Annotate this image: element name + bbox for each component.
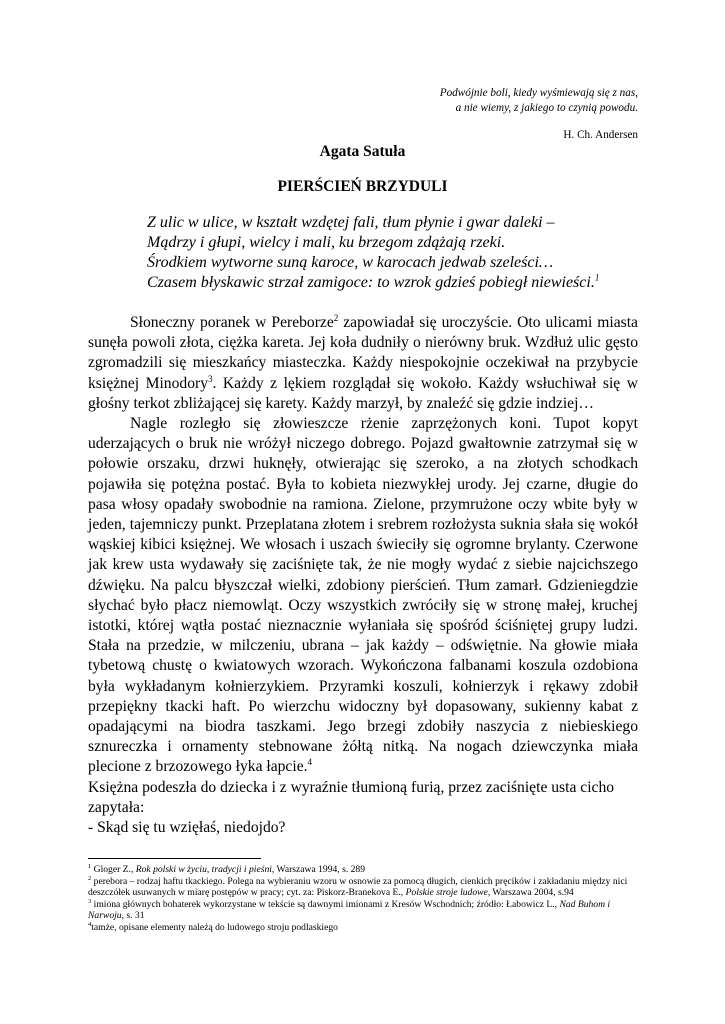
footnote-title: Rok polski w życiu, tradycji i pieśni [135,864,272,875]
author-name: Agata Satuła [319,143,406,160]
footnote-number: 4 [88,920,92,928]
footnote-text: tamże, opisane elementy należą do ludowego stroju podlaskiego [91,921,338,933]
poem-line: Środkiem wytworne suną karoce, w karocach jedwab szeleści… [147,254,554,271]
dialogue-line: - Skąd się tu wzięłaś, niedojdo? [88,819,286,837]
paragraph-text: zapowiadał się uroczyście. Oto ulicami miasta sunęła powoli złota, ciężka kareta. Jej koła dudniły o nierówny bruk. Wzdłuż ulic gęsto zgromadzili się mieszkańcy miasteczka. Każdy niespokojnie oczekiwał na przybycie księżnej Minodory [88,314,638,392]
footnote-number: 3 [88,897,92,905]
footnote-ref: 3 [208,373,213,384]
footnote-title: Polskie stroje ludowe [405,887,488,899]
footnote-text: imiona głównych bohaterek wykorzystane w tekście są dawnymi imionami z Kresów Wschodnich; źródło: Łabowicz L., [91,898,560,910]
footnote-divider [88,858,261,859]
footnote [88,922,633,934]
epigraph-line: Podwójnie boli, kiedy wyśmiewają się z nas, [439,87,638,99]
footnote-text: , s. 31 [121,910,145,922]
paragraph: Księżna podeszła do dziecka i z wyraźnie tłumioną furią, przez zaciśnięte usta cicho zapytała: [88,778,615,816]
footnotes [88,864,633,934]
story-body [88,313,638,838]
footnote-text: , Warszawa 1994, s. 289 [271,864,366,875]
epigraph [440,86,638,115]
footnote-ref: 1 [594,272,600,283]
footnote-number: 2 [88,874,92,882]
footnote-text: perebora – rodzaj haftu tkackiego. Polega na wybieraniu wzoru w osnowie za pomocą długich, cienkich pręcików i zakładaniu między nici deszczółek usuwanych w miarę postępów w pracy; cyt. za: Piskorz-Branekova E., [88,875,628,899]
footnote-number: 1 [88,862,92,870]
paragraph-text: Nagle rozległo się złowieszcze rżenie zaprzężonych koni. Tupot kopyt uderzających o bruk nie wróżył niczego dobrego. Pojazd gwałtownie zatrzymał się w połowie orszaku, drzwi huknęły, otwierając się szeroko, a na złotych schodkach pojawiła się potężna postać. Była to kobieta niezwykłej urody. Jej czarne, długie do pasa włosy opadały swobodnie na ramiona. Zielone, przymrużone oczy wbite były w jeden, tajemniczy punkt. Przeplatana złotem i srebrem rozłożysta suknia słała się wokół wąskiej kibici księżnej. We włosach i uszach świeciły się ogromne brylanty. Czerwone jak krew usta wydawały się zaciśnięte tak, że nie mogły wydać z siebie najcichszego dźwięku. Na palcu błyszczał wielki, zdobiony pierścień. Tłum zamarł. Gdzieniegdzie słychać było płacz niemowląt. Oczy wszystkich zwróciły się w stronę małej, kruchej istotki, której wątła postać nieznacznie wyłaniała się spośród ściśniętej grupy ludzi. Stała na przedzie, w milczeniu, ubrana – jak każdy – odświętnie. Na głowie miała tybetową chustę o kwiatowych wzorach. Wykończona falbanami koszula ozdobiona była wykładanym kołnierzykiem. Przyramki koszuli, kołnierzyk i rękawy zdobił przepiękny tkacki haft. Po wierzchu widoczny był dopasowany, sukienny kabat z opadającymi na biodra taszkami. Jego brzegi zdobiły naszycia z niebieskiego sznureczka i ornamenty stebnowane żółtą nitką. Na nogach dziewczynka miała plecione z brzozowego łyka łapcie. [88,415,638,776]
paragraph [88,414,638,778]
story-title: PIERŚCIEŃ BRZYDULI [277,178,448,195]
footnote-text: Gloger Z., [91,864,136,875]
paragraph-text: Słoneczny poranek w Pereborze [130,314,334,331]
footnote-text: , Warszawa 2004, s.94 [487,887,574,899]
poem-line: Mądrzy i głupi, wielcy i mali, ku brzegom zdążają rzeki. [147,234,506,251]
footnote [88,899,633,922]
epigraph-line: a nie wiemy, z jakiego to czynią powodu. [455,101,638,114]
poem-line-text: Czasem błyskawic strzał zamigoce: to wzrok gdzieś pobiegł niewieści. [147,274,595,291]
paragraph-text: . Każdy z lękiem rozglądał się wokoło. Każdy wsłuchiwał się w głośny terkot zbliżającej się karety. Każdy marzył, by znaleźć się gdzie indziej… [88,374,638,412]
poem-stanza [147,213,647,293]
epigraph-author: H. Ch. Andersen [563,129,638,141]
paragraph [88,313,638,414]
footnote-ref: 2 [333,312,339,323]
poem-line [147,273,647,293]
poem-line: Z ulic w ulice, w kształt wzdętej fali, tłum płynie i gwar daleki – [147,214,555,231]
footnote-ref: 4 [307,757,313,768]
footnote [88,876,633,899]
footnote-title: Nad Buhom i Narwoju [88,898,611,922]
footnote [88,864,633,876]
